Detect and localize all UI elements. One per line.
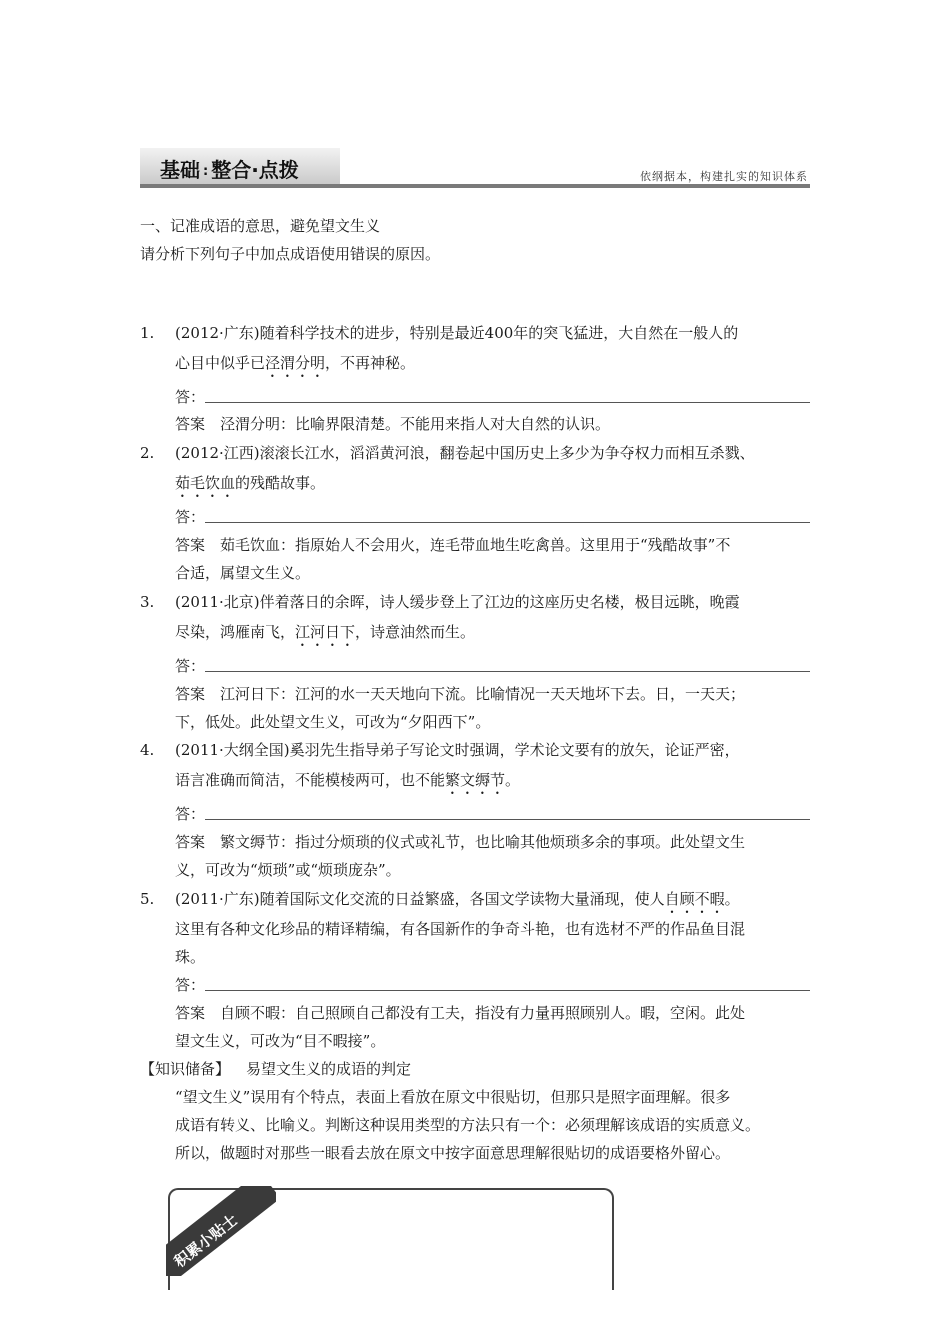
section-heading: 一、记准成语的意思，避免望文生义 [140,217,381,235]
dotted-idiom: 泾渭分明 [265,354,326,372]
banner-title: 基础 : 整合·点拨 [160,158,299,182]
item-text: 语言准确而简洁，不能模棱两可，也不能繁文缛节。 [175,771,521,789]
dotted-idiom: 江河日下 [295,623,356,641]
answer-text: 答案 自顾不暇：自己照顾自己都没有工夫，指没有力量再照顾别人。暇，空闲。此处 [175,1004,746,1022]
item-text: 珠。 [175,948,206,966]
banner-rule [140,184,810,188]
tips-box [168,1188,614,1290]
answer-text: 合适，属望文生义。 [175,564,311,582]
knowledge-title: 易望文生义的成语的判定 [246,1060,412,1078]
answer-text: 望文生义，可改为“目不暇接”。 [175,1032,386,1050]
dotted-idiom: 茹毛饮血 [175,474,236,492]
arrow-left-icon [195,1192,213,1210]
knowledge-paragraph: 成语有转义、比喻义。判断这种误用类型的方法只有一个：必须理解该成语的实质意义。 [175,1116,761,1134]
answer-text: 答案 茹毛饮血：指原始人不会用火，连毛带血地生吃禽兽。这里用于“残酷故事”不 [175,536,731,554]
item-text: (2011·广东)随着国际文化交流的日益繁盛，各国文学读物大量涌现，使人自顾不暇。 [175,890,740,908]
item-text: (2011·北京)伴着落日的余晖，诗人缓步登上了江边的这座历史名楼，极目远眺，晚霞 [175,593,740,611]
knowledge-paragraph: 所以，做题时对那些一眼看去放在原文中按字面意思理解很贴切的成语要格外留心。 [175,1144,731,1162]
answer-field[interactable]: 答： [175,804,810,824]
item-text: (2012·江西)滚滚长江水，滔滔黄河浪，翻卷起中国历史上多少为争夺权力而相互杀戮、 [175,444,755,462]
item-number: 4. [140,741,155,759]
item-text: 尽染，鸿雁南飞，江河日下，诗意油然而生。 [175,623,476,641]
item-number: 2. [140,444,155,462]
section-banner [140,148,810,190]
item-text: 这里有各种文化珍品的精译精编，有各国新作的争奇斗艳，也有选材不严的作品鱼目混 [175,920,746,938]
tips-label: 积累小贴士 [170,1210,241,1272]
knowledge-heading [140,1059,411,1079]
item-number: 1. [140,324,155,342]
dotted-idiom: 自顾不暇 [664,890,725,908]
banner-subtitle: 依纲据本，构建扎实的知识体系 [640,170,808,183]
answer-text: 答案 泾渭分明：比喻界限清楚。不能用来指人对大自然的认识。 [175,415,611,433]
answer-field[interactable]: 答： [175,656,810,676]
answer-field[interactable]: 答： [175,507,810,527]
answer-field[interactable]: 答： [175,387,810,407]
dotted-idiom: 繁文缛节 [445,771,506,789]
answer-text: 答案 江河日下：江河的水一天天地向下流。比喻情况一天天地坏下去。日，一天天； [175,685,746,703]
item-number: 5. [140,890,155,908]
answer-text: 义，可改为“烦琐”或“烦琐庞杂”。 [175,861,401,879]
answer-text: 下，低处。此处望文生义，可改为“夕阳西下”。 [175,713,491,731]
item-text: 心目中似乎已泾渭分明，不再神秘。 [175,354,416,372]
section-instruction: 请分析下列句子中加点成语使用错误的原因。 [140,245,441,263]
item-text: (2012·广东)随着科学技术的进步，特别是最近400年的突飞猛进，大自然在一般人的 [175,324,739,342]
answer-text: 答案 繁文缛节：指过分烦琐的仪式或礼节，也比喻其他烦琐多余的事项。此处望文生 [175,833,746,851]
item-text: 茹毛饮血的残酷故事。 [175,474,326,492]
knowledge-paragraph: “望文生义”误用有个特点，表面上看放在原文中很贴切，但那只是照字面理解。很多 [175,1088,731,1106]
item-number: 3. [140,593,155,611]
item-text: (2011·大纲全国)奚羽先生指导弟子写论文时强调，学术论文要有的放矢，论证严密， [175,741,740,759]
tips-tag [166,1186,276,1276]
answer-field[interactable]: 答： [175,975,810,995]
knowledge-tag: 【知识储备】 [140,1060,231,1078]
